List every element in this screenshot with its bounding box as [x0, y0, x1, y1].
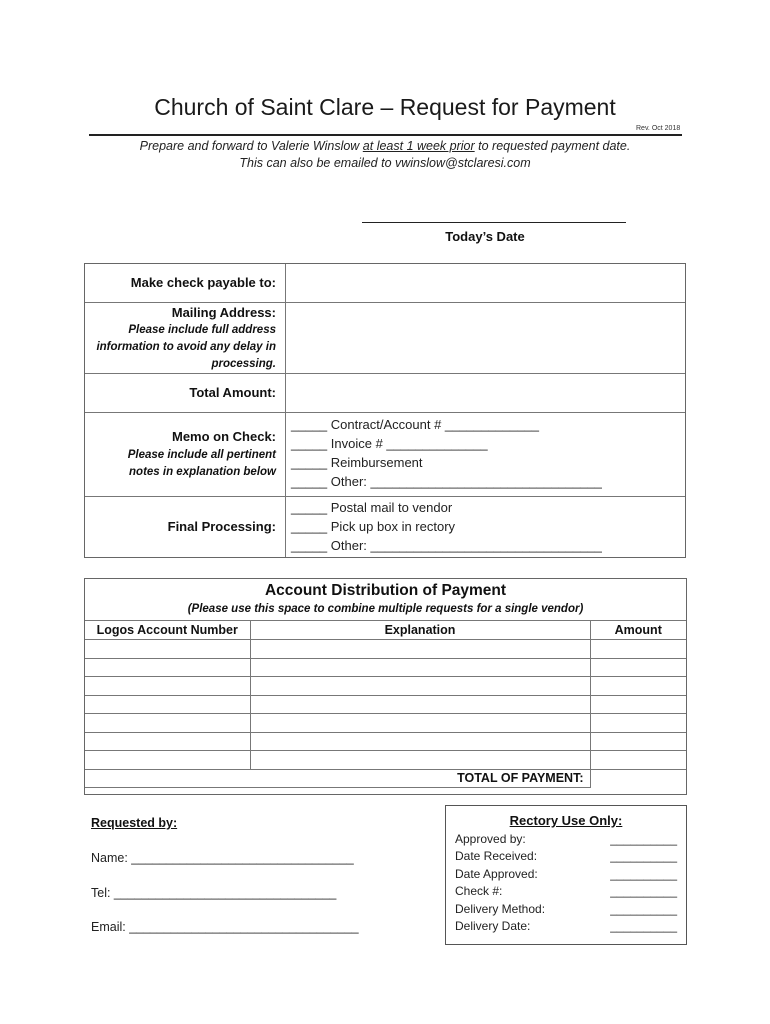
account-number-cell[interactable]: [85, 714, 250, 733]
explanation-cell[interactable]: [250, 695, 590, 714]
account-number-cell[interactable]: [85, 658, 250, 677]
distribution-rows: [85, 640, 686, 770]
distribution-row: [85, 658, 686, 677]
total-label: TOTAL OF PAYMENT:: [85, 769, 590, 788]
requester-email-field[interactable]: Email: _________________________________: [91, 920, 359, 934]
requester-tel-field[interactable]: Tel: ________________________________: [91, 886, 337, 900]
amount-label: Total Amount:: [189, 385, 276, 400]
amount-cell[interactable]: [590, 695, 686, 714]
memo-option-reimbursement[interactable]: _____ Reimbursement: [291, 455, 423, 470]
email-instruction: This can also be emailed to vwinslow@stclaresi.com: [239, 156, 531, 170]
distribution-row: [85, 751, 686, 770]
total-amount-cell[interactable]: [590, 769, 686, 788]
instruction-line: [0, 139, 770, 153]
rectory-row-label: Delivery Method:: [455, 901, 546, 916]
memo-option-other[interactable]: _____ Other: ________________________________: [291, 474, 602, 489]
memo-label: Memo on Check:: [171, 429, 276, 444]
distribution-row: [85, 732, 686, 751]
account-distribution-table: [84, 578, 687, 795]
processing-option-mail[interactable]: _____ Postal mail to vendor: [291, 500, 453, 515]
account-number-cell[interactable]: [85, 695, 250, 714]
payable-field[interactable]: [286, 264, 686, 302]
payment-info-table: [84, 263, 686, 558]
account-number-cell[interactable]: [85, 732, 250, 751]
requested-by-heading: Requested by:: [91, 816, 178, 830]
account-number-cell[interactable]: [85, 751, 250, 770]
rectory-row-blank[interactable]: __________: [610, 884, 677, 899]
instruction-deadline: at least 1 week prior: [362, 139, 475, 153]
rectory-row-label: Date Approved:: [455, 866, 538, 881]
rectory-row: [455, 867, 677, 881]
processing-label: Final Processing:: [167, 519, 276, 534]
total-row: [85, 769, 686, 788]
todays-date-field[interactable]: [362, 222, 626, 223]
requester-name-field[interactable]: Name: ________________________________: [91, 851, 354, 865]
distribution-row: [85, 714, 686, 733]
processing-option-other[interactable]: _____ Other: ________________________________: [291, 538, 602, 553]
rectory-row-label: Date Received:: [455, 849, 538, 864]
rectory-row: [455, 849, 677, 863]
rectory-row-label: Approved by:: [455, 832, 526, 846]
address-note: Please include full address information to avoid any delay in processing.: [96, 324, 276, 370]
instruction-prefix: Prepare and forward to Valerie Winslow: [139, 139, 363, 153]
rectory-row-blank[interactable]: __________: [610, 919, 677, 933]
account-number-cell[interactable]: [85, 640, 250, 659]
rectory-use-box: [445, 805, 687, 945]
amount-cell[interactable]: [590, 751, 686, 770]
rectory-row: [455, 919, 677, 933]
distribution-row: [85, 640, 686, 659]
rectory-heading: Rectory Use Only:: [509, 813, 623, 828]
rectory-row: [455, 902, 677, 916]
todays-date-label: Today’s Date: [445, 229, 525, 244]
distribution-header-row: [85, 621, 686, 640]
instruction-suffix: to requested payment date.: [474, 139, 631, 153]
memo-note: Please include all pertinent notes in explanation below: [127, 449, 276, 478]
distribution-row: [85, 677, 686, 696]
page-title: Church of Saint Clare – Request for Payment: [154, 94, 616, 120]
amount-cell[interactable]: [590, 640, 686, 659]
rectory-row-blank[interactable]: __________: [610, 901, 677, 916]
explanation-cell[interactable]: [250, 732, 590, 751]
explanation-cell[interactable]: [250, 751, 590, 770]
rectory-row-blank[interactable]: __________: [610, 832, 677, 846]
column-header-explanation: Explanation: [250, 621, 590, 640]
row-divider: [85, 496, 685, 497]
explanation-cell[interactable]: [250, 640, 590, 659]
processing-option-pickup[interactable]: _____ Pick up box in rectory: [291, 519, 456, 534]
row-divider: [85, 412, 685, 413]
address-field[interactable]: [286, 303, 686, 373]
address-label: Mailing Address:: [171, 305, 276, 320]
distribution-title: Account Distribution of Payment: [264, 582, 507, 599]
distribution-subtitle: (Please use this space to combine multiple requests for a single vendor): [187, 603, 584, 615]
column-header-amount: Amount: [590, 621, 686, 640]
amount-cell[interactable]: [590, 714, 686, 733]
account-number-cell[interactable]: [85, 677, 250, 696]
amount-cell[interactable]: [590, 677, 686, 696]
title-rule: [89, 134, 682, 136]
distribution-grid: [85, 620, 686, 788]
amount-cell[interactable]: [590, 732, 686, 751]
rectory-row-label: Delivery Date:: [455, 919, 531, 933]
payable-label: Make check payable to:: [130, 275, 276, 290]
rectory-row-blank[interactable]: __________: [610, 849, 677, 864]
explanation-cell[interactable]: [250, 658, 590, 677]
memo-option-invoice[interactable]: _____ Invoice # ______________: [291, 436, 488, 451]
explanation-cell[interactable]: [250, 714, 590, 733]
amount-field[interactable]: [286, 374, 686, 412]
revision-label: Rev. Oct 2018: [636, 125, 681, 132]
amount-cell[interactable]: [590, 658, 686, 677]
memo-option-contract[interactable]: _____ Contract/Account # _____________: [291, 417, 539, 432]
distribution-row: [85, 695, 686, 714]
explanation-cell[interactable]: [250, 677, 590, 696]
rectory-row-label: Check #:: [455, 884, 503, 899]
rectory-row-blank[interactable]: __________: [610, 866, 677, 881]
rectory-row: [455, 832, 677, 846]
rectory-row: [455, 884, 677, 898]
column-header-account: Logos Account Number: [85, 621, 250, 640]
